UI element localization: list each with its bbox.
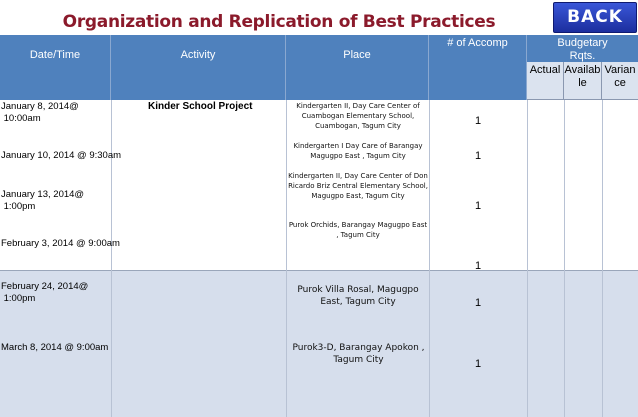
date-line: March 8, 2014 @ 9:00am [1, 342, 109, 353]
header-budgetary [527, 35, 638, 62]
header-place [286, 35, 429, 100]
accomp-count: 1 [475, 260, 482, 272]
place-cell: Purok Orchids, Barangay Magugpo East , Tagum City [288, 221, 428, 239]
col-line [527, 100, 528, 417]
date-cell [1, 238, 120, 250]
place-cell: Purok3-D, Barangay Apokon , Tagum City [292, 343, 425, 365]
date-cell [1, 101, 79, 125]
header-datetime-label: Date/Time [29, 49, 81, 61]
header-actual-label: Actual [529, 64, 561, 76]
time-line: 1:00pm [1, 293, 36, 304]
date-line: January 10, 2014 @ 9:30am [1, 150, 122, 161]
header-budgetary-label: Budgetary Rqts. [557, 37, 608, 62]
date-line: February 24, 2014@ [1, 281, 89, 292]
time-line: 10:00am [1, 113, 41, 124]
date-line: February 3, 2014 @ 9:00am [1, 238, 120, 249]
date-line: January 8, 2014@ [1, 101, 79, 112]
col-line [111, 100, 112, 417]
date-cell [1, 189, 84, 213]
header-datetime [0, 35, 111, 100]
accomp-count: 1 [475, 115, 482, 127]
header-activity [111, 35, 286, 100]
accomp-count: 1 [475, 200, 482, 212]
date-line: January 13, 2014@ [1, 189, 85, 200]
header-budgetary-bottom [429, 62, 527, 100]
header-accomp-label: # of Accomp [447, 37, 508, 49]
header-variance [602, 62, 638, 100]
header-place-label: Place [343, 49, 371, 61]
header-available-label: Available [564, 64, 601, 89]
activity-name: Kinder School Project [148, 101, 253, 112]
time-line: 1:00pm [1, 201, 36, 212]
date-cell [1, 150, 121, 162]
col-line [429, 100, 430, 417]
place-cell: Kindergarten II, Day Care Center of Don Ricardo Briz Central Elementary School, Magugpo East, Tagum City [288, 172, 428, 200]
col-line [602, 100, 603, 417]
accomp-count: 1 [475, 150, 482, 162]
place-cell: Kindergarten II, Day Care Center of Cuambogan Elementary School, Cuambogan, Tagum City [296, 102, 420, 130]
page-title: Organization and Replication of Best Practices [62, 12, 496, 32]
header-available [564, 62, 602, 100]
section-divider [0, 270, 638, 271]
place-cell: Kindergarten I Day Care of Barangay Magugpo East , Tagum City [293, 142, 423, 160]
date-cell [1, 281, 88, 305]
col-line [564, 100, 565, 417]
header-activity-label: Activity [180, 49, 216, 61]
date-cell [1, 342, 108, 354]
place-cell: Purok Villa Rosal, Magugpo East, Tagum City [297, 285, 419, 307]
header-variance-label: Variance [604, 64, 636, 89]
accomp-count: 1 [475, 297, 482, 309]
back-button[interactable]: BACK [553, 2, 637, 33]
accomp-count: 1 [475, 358, 482, 370]
col-line [286, 100, 287, 417]
header-actual [527, 62, 564, 100]
